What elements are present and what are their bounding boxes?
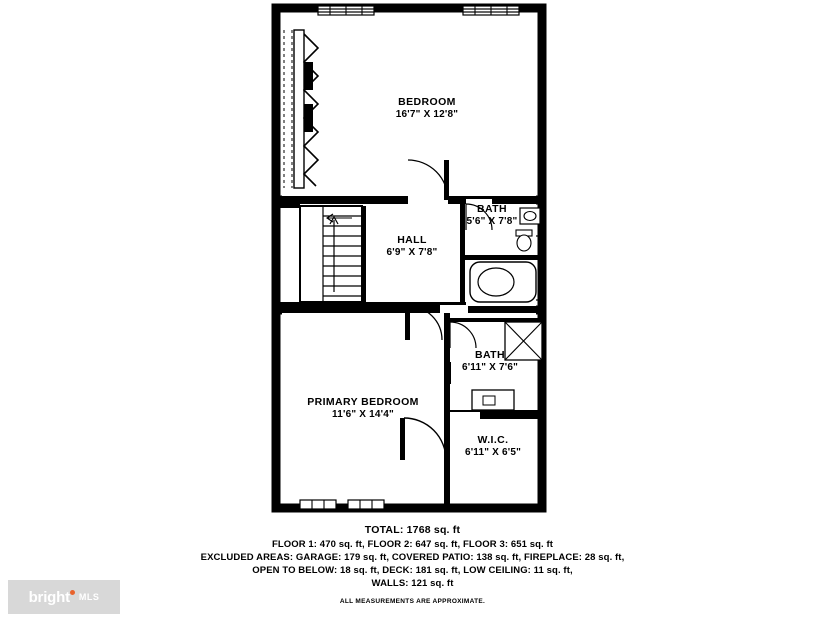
room-name: PRIMARY BEDROOM (307, 396, 419, 408)
room-label-bath-upper (447, 203, 537, 229)
room-label-hall (362, 234, 462, 260)
room-dims: 6'9" X 7'8" (386, 247, 438, 259)
room-dims: 6'11" X 7'6" (461, 362, 519, 374)
watermark-brand: bright (28, 588, 70, 606)
room-name: BATH (477, 203, 507, 215)
summary-line-1: FLOOR 1: 470 sq. ft, FLOOR 2: 647 sq. ft, FLOOR 3: 651 sq. ft (271, 539, 554, 550)
room-label-bedroom (347, 96, 507, 122)
measurement-disclaimer: ALL MEASUREMENTS ARE APPROXIMATE. (339, 598, 486, 606)
room-name: BEDROOM (398, 96, 456, 108)
room-dims: 6'11" X 6'5" (464, 447, 522, 459)
room-label-primary-bedroom (283, 396, 443, 422)
room-dims: 11'6" X 14'4" (332, 409, 394, 421)
summary-line-4: WALLS: 121 sq. ft (371, 578, 454, 590)
summary-line-3: OPEN TO BELOW: 18 sq. ft, DECK: 181 sq. ft, LOW CEILING: 11 sq. ft, (252, 565, 573, 577)
summary-line-2: EXCLUDED AREAS: GARAGE: 179 sq. ft, COVERED PATIO: 138 sq. ft, FIREPLACE: 28 sq. ft, (200, 552, 625, 564)
watermark-suffix: MLS (78, 592, 100, 602)
room-name: BATH (475, 349, 505, 361)
brightmls-watermark (8, 580, 120, 614)
room-name: HALL (397, 234, 427, 246)
area-summary (0, 524, 825, 605)
room-dims: 16'7" X 12'8" (395, 109, 459, 121)
room-dims: 5'6" X 7'8" (466, 216, 518, 228)
room-name: W.I.C. (477, 434, 509, 446)
room-label-wic (448, 434, 538, 460)
room-label-bath-lower (445, 349, 535, 375)
total-area: TOTAL: 1768 sq. ft (364, 524, 461, 536)
watermark-dot-icon (70, 590, 75, 595)
